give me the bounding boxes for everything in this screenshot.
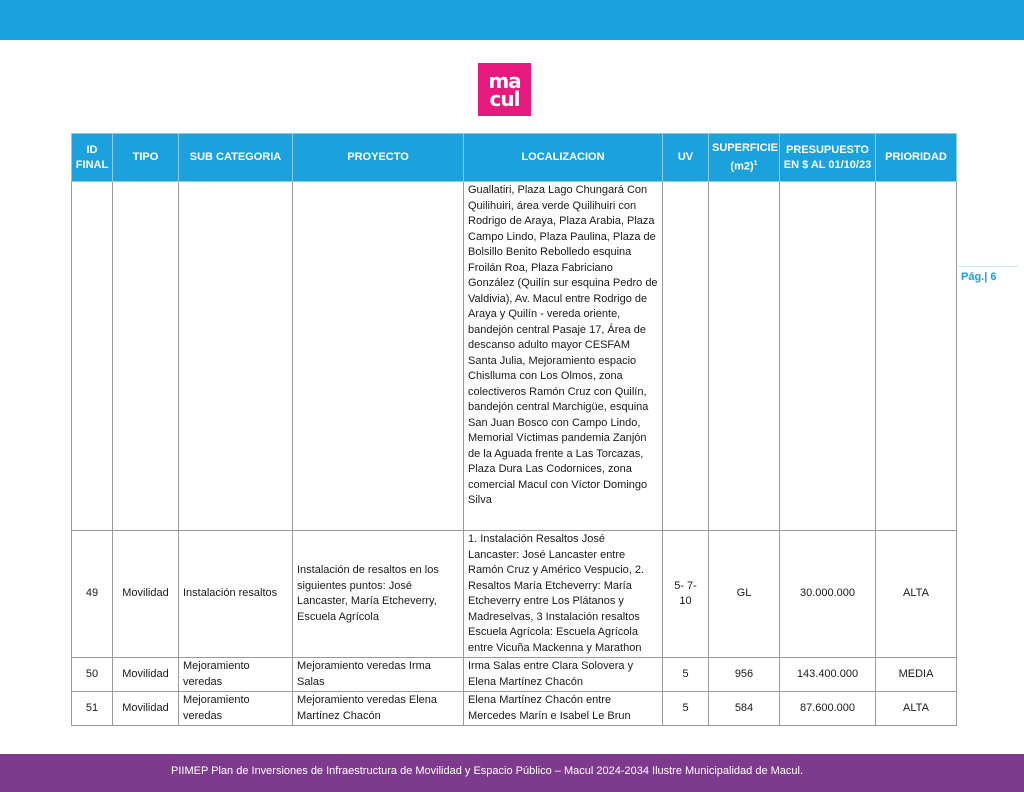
- header-prioridad: PRIORIDAD: [876, 134, 957, 182]
- footer-bar: [0, 754, 1024, 792]
- page-label: Pág.|: [961, 271, 988, 283]
- cell-localizacion: 1. Instalación Resaltos José Lancaster: José Lancaster entre Ramón Cruz y Américo Vespucio, 2. Resaltos María Etcheverry: María Etcheverry entre Los Plátanos y Madreselvas, 3 Instalación resaltos Escuela Agrícola: Escuela Agrícola entre Vicuña Mackenna y Marathon: [464, 531, 663, 658]
- header-superficie-label: SUPERFICIE (m2): [712, 141, 779, 173]
- cell-id: 50: [72, 658, 113, 692]
- table-row: [72, 531, 957, 658]
- investment-table: [71, 133, 957, 726]
- cell-superficie: 956: [709, 658, 780, 692]
- page-number-divider: [958, 266, 1018, 267]
- cell-presupuesto: [780, 182, 876, 531]
- cell-superficie: GL: [709, 531, 780, 658]
- header-localizacion: LOCALIZACION: [464, 134, 663, 182]
- header-uv: UV: [663, 134, 709, 182]
- cell-tipo: Movilidad: [113, 531, 179, 658]
- cell-proyecto: Instalación de resaltos en los siguientes puntos: José Lancaster, María Etcheverry, Escuela Agrícola: [293, 531, 464, 658]
- cell-presupuesto: 30.000.000: [780, 531, 876, 658]
- logo-line-1: ma: [488, 68, 521, 93]
- top-header-bar: [0, 0, 1024, 40]
- cell-uv: 5: [663, 658, 709, 692]
- cell-proyecto: Mejoramiento veredas Irma Salas: [293, 658, 464, 692]
- footer-text: PIIMEP Plan de Inversiones de Infraestructura de Movilidad y Espacio Público – Macul 2024-2034 Ilustre Municipalidad de Macul.: [171, 765, 804, 777]
- table-row: [72, 658, 957, 692]
- page-number-value: 6: [990, 271, 997, 283]
- macul-logo: [478, 63, 531, 116]
- cell-sub-categoria: [179, 182, 293, 531]
- cell-uv: 5- 7- 10: [663, 531, 709, 658]
- table-row: [72, 692, 957, 726]
- table-row: [72, 182, 957, 531]
- cell-tipo: Movilidad: [113, 692, 179, 726]
- cell-sub-categoria: Instalación resaltos: [179, 531, 293, 658]
- cell-prioridad: ALTA: [876, 531, 957, 658]
- cell-id: 51: [72, 692, 113, 726]
- cell-proyecto: [293, 182, 464, 531]
- cell-superficie: 584: [709, 692, 780, 726]
- cell-prioridad: [876, 182, 957, 531]
- cell-prioridad: ALTA: [876, 692, 957, 726]
- cell-sub-categoria: Mejoramiento veredas: [179, 692, 293, 726]
- cell-localizacion: Guallatiri, Plaza Lago Chungará Con Quilihuiri, área verde Quilihuiri con Rodrigo de Araya, Plaza Arabia, Plaza Campo Lindo, Plaza Paulina, Plaza de Bolsillo Benito Rebolledo esquina Froilán Roa, Plaza Fabriciano González (Quilín sur esquina Pedro de Valdivia), Av. Macul entre Rodrigo de Araya y Quilín - vereda oriente, bandejón central Pasaje 17, Área de descanso adulto mayor CESFAM Santa Julia, Mejoramiento espacio Chislluma con Los Olmos, zona colectiveros Ramón Cruz con Quilín, bandejón central Marchigüe, esquina San Juan Bosco con Campo Lindo, Memorial Víctimas pandemia Zanjón de la Aguada frente a Las Torcazas, Plaza Dura Las Codornices, zona comercial Macul con Víctor Domingo Silva: [464, 182, 663, 531]
- cell-presupuesto: 87.600.000: [780, 692, 876, 726]
- cell-tipo: [113, 182, 179, 531]
- header-tipo: TIPO: [113, 134, 179, 182]
- cell-id: [72, 182, 113, 531]
- header-id: ID FINAL: [72, 134, 113, 182]
- logo-line-2: cul: [489, 86, 520, 111]
- header-proyecto: PROYECTO: [293, 134, 464, 182]
- header-presupuesto: PRESUPUESTO EN $ AL 01/10/23: [780, 134, 876, 182]
- cell-localizacion: Irma Salas entre Clara Solovera y Elena Martínez Chacón: [464, 658, 663, 692]
- cell-proyecto: Mejoramiento veredas Elena Martínez Chacón: [293, 692, 464, 726]
- footnote-marker: 1: [753, 159, 758, 167]
- cell-tipo: Movilidad: [113, 658, 179, 692]
- header-superficie: [709, 134, 780, 182]
- cell-presupuesto: 143.400.000: [780, 658, 876, 692]
- header-sub-categoria: SUB CATEGORIA: [179, 134, 293, 182]
- cell-id: 49: [72, 531, 113, 658]
- table-header-row: [72, 134, 957, 182]
- cell-sub-categoria: Mejoramiento veredas: [179, 658, 293, 692]
- cell-localizacion: Elena Martínez Chacón entre Mercedes Marín e Isabel Le Brun: [464, 692, 663, 726]
- cell-uv: 5: [663, 692, 709, 726]
- cell-superficie: [709, 182, 780, 531]
- cell-uv: [663, 182, 709, 531]
- cell-prioridad: MEDIA: [876, 658, 957, 692]
- page-number: [961, 271, 997, 283]
